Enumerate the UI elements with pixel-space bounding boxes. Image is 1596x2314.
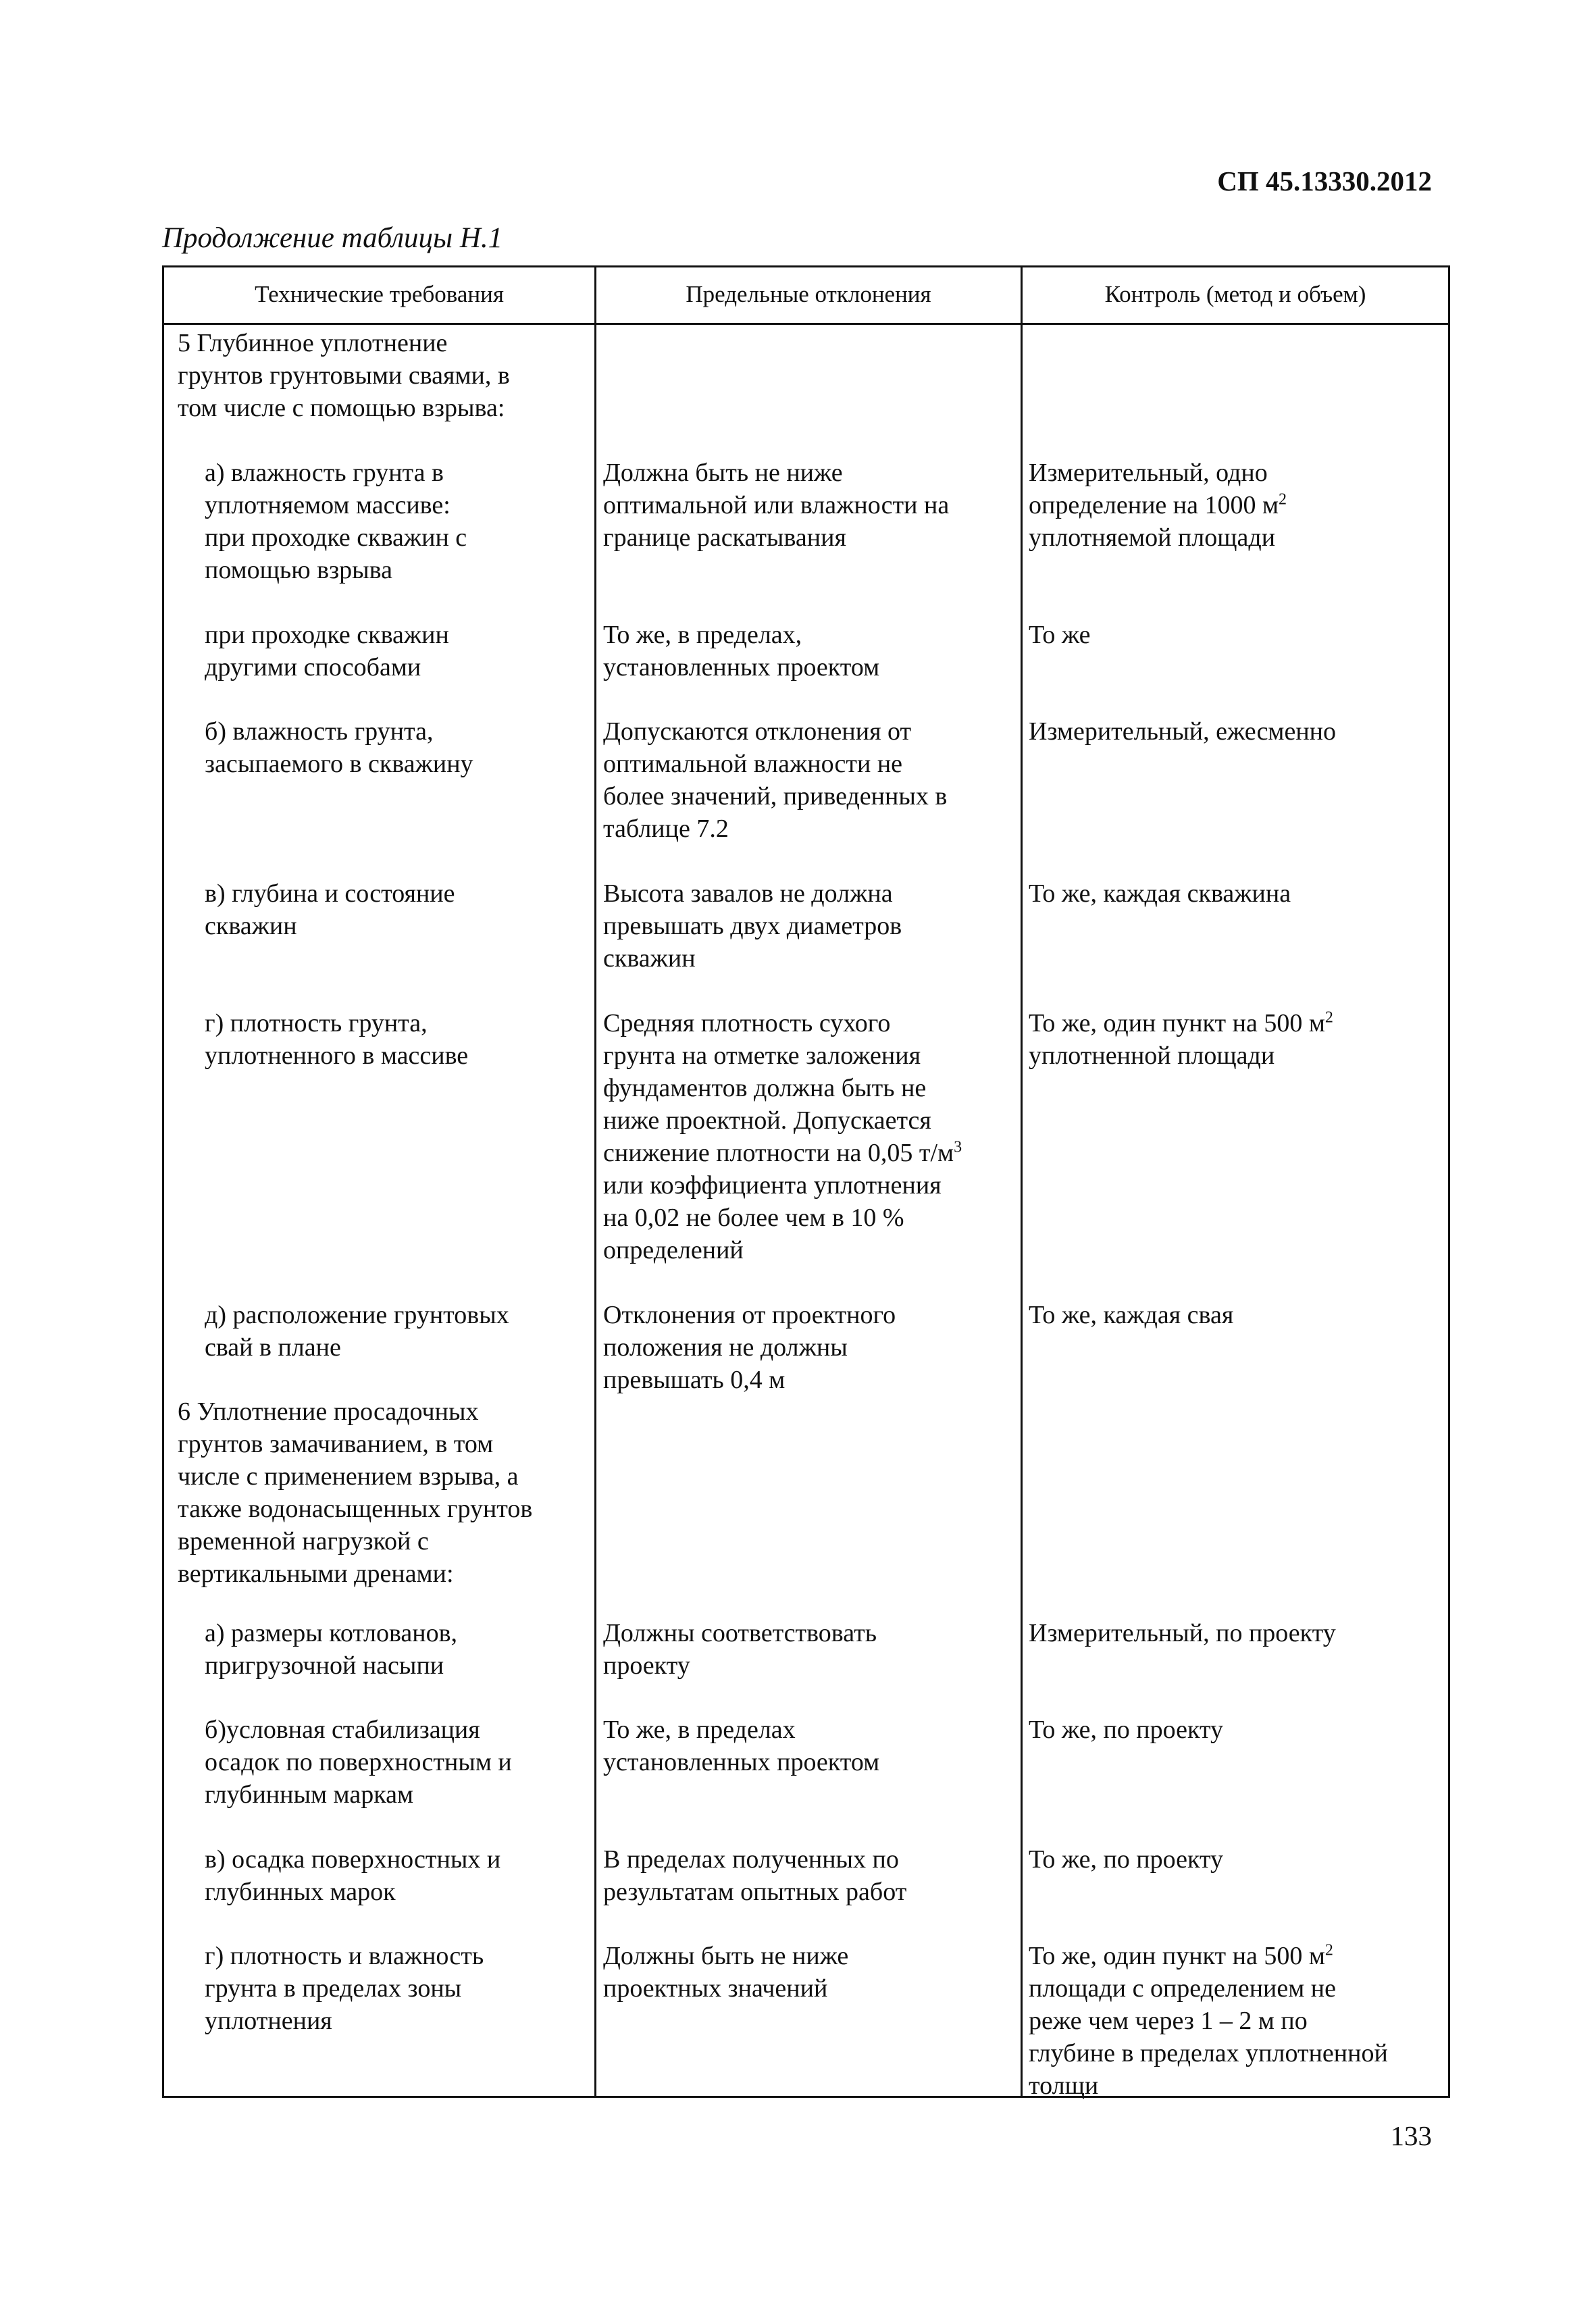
header-divider: [164, 323, 1448, 325]
req-cell: б) влажность грунта, засыпаемого в скважину: [205, 717, 473, 778]
deviation-text: Средняя плотность сухого грунта на отметке заложения фундаментов должна быть не ниже проектной. Допускается снижение плотности на 0,05 т/м: [603, 1009, 954, 1167]
deviation-cell: В пределах полученных по результатам опытных работ: [603, 1845, 907, 1906]
deviation-cell: То же, в пределах установленных проектом: [603, 1716, 880, 1776]
control-cell: То же, каждая скважина: [1029, 879, 1291, 908]
deviation-cell: Высота завалов не должна превышать двух диаметров скважин: [603, 879, 902, 973]
control-text: уплотняемой площади: [1029, 523, 1276, 552]
header-control: Контроль (метод и объем): [1104, 281, 1366, 307]
control-cell: Измерительный, ежесменно: [1029, 717, 1337, 746]
superscript: 2: [1324, 1008, 1333, 1027]
deviation-cell: Должны быть не ниже проектных значений: [603, 1942, 849, 2003]
req-cell: г) плотность грунта, уплотненного в массиве: [205, 1009, 469, 1070]
control-cell: То же, по проекту: [1029, 1845, 1224, 1874]
header-deviations: Предельные отклонения: [686, 281, 931, 307]
req-cell: д) расположение грунтовых свай в плане: [205, 1301, 509, 1362]
control-text: То же, один пункт на 500 м: [1029, 1009, 1325, 1037]
deviation-cell: Должна быть не ниже оптимальной или влажности на границе раскатывания: [603, 459, 950, 552]
req-cell: в) осадка поверхностных и глубинных марок: [205, 1845, 501, 1906]
deviation-cell: Допускаются отклонения от оптимальной влажности не более значений, приведенных в таблице 7.2: [603, 717, 948, 843]
control-cell: [1029, 457, 1447, 554]
req-cell: г) плотность и влажность грунта в пределах зоны уплотнения: [205, 1942, 484, 2035]
req-cell: б)условная стабилизация осадок по поверхностным и глубинным маркам: [205, 1716, 512, 1809]
section-5-heading: 5 Глубинное уплотнение грунтов грунтовыми сваями, в том числе с помощью взрыва:: [178, 329, 510, 422]
control-text: Измерительный, одно определение на 1000 м: [1029, 459, 1279, 519]
control-cell: То же, каждая свая: [1029, 1301, 1234, 1329]
requirements-table: [162, 265, 1450, 2098]
control-cell: То же, по проекту: [1029, 1716, 1224, 1744]
control-cell: То же: [1029, 621, 1091, 649]
table-caption: Продолжение таблицы Н.1: [162, 222, 503, 254]
control-text: уплотненной площади: [1029, 1042, 1275, 1070]
deviation-cell: [603, 1007, 1022, 1266]
page-number: 133: [1390, 2120, 1432, 2151]
document-code: СП 45.13330.2012: [1217, 165, 1432, 197]
deviation-text: или коэффициента уплотнения на 0,02 не более чем в 10 % определений: [603, 1171, 942, 1264]
control-cell: [1029, 1940, 1447, 2102]
deviation-cell: Отклонения от проектного положения не должны превышать 0,4 м: [603, 1301, 896, 1394]
req-cell: при проходке скважин другими способами: [205, 621, 449, 682]
req-cell: в) глубина и состояние скважин: [205, 879, 455, 940]
control-cell: [1029, 1007, 1447, 1072]
section-6-heading: 6 Уплотнение просадочных грунтов замачиванием, в том числе с применением взрыва, а также водонасыщенных грунтов временной нагрузкой с вертикальными дренами:: [178, 1397, 533, 1588]
control-cell: Измерительный, по проекту: [1029, 1619, 1336, 1647]
control-text: То же, один пункт на 500 м: [1029, 1942, 1325, 1970]
req-cell: а) размеры котлованов, пригрузочной насыпи: [205, 1619, 458, 1680]
superscript: 2: [1324, 1941, 1333, 1959]
column-divider: [594, 267, 596, 2096]
superscript: 3: [954, 1138, 962, 1156]
header-requirements: Технические требования: [255, 281, 504, 307]
deviation-cell: Должны соответствовать проекту: [603, 1619, 877, 1680]
deviation-cell: То же, в пределах, установленных проектом: [603, 621, 880, 682]
superscript: 2: [1279, 490, 1287, 509]
control-text: площади с определением не реже чем через 1 – 2 м по глубине в пределах уплотненной толщи: [1029, 1974, 1388, 2100]
req-cell: а) влажность грунта в уплотняемом массиве: при проходке скважин с помощью взрыва: [205, 459, 467, 584]
